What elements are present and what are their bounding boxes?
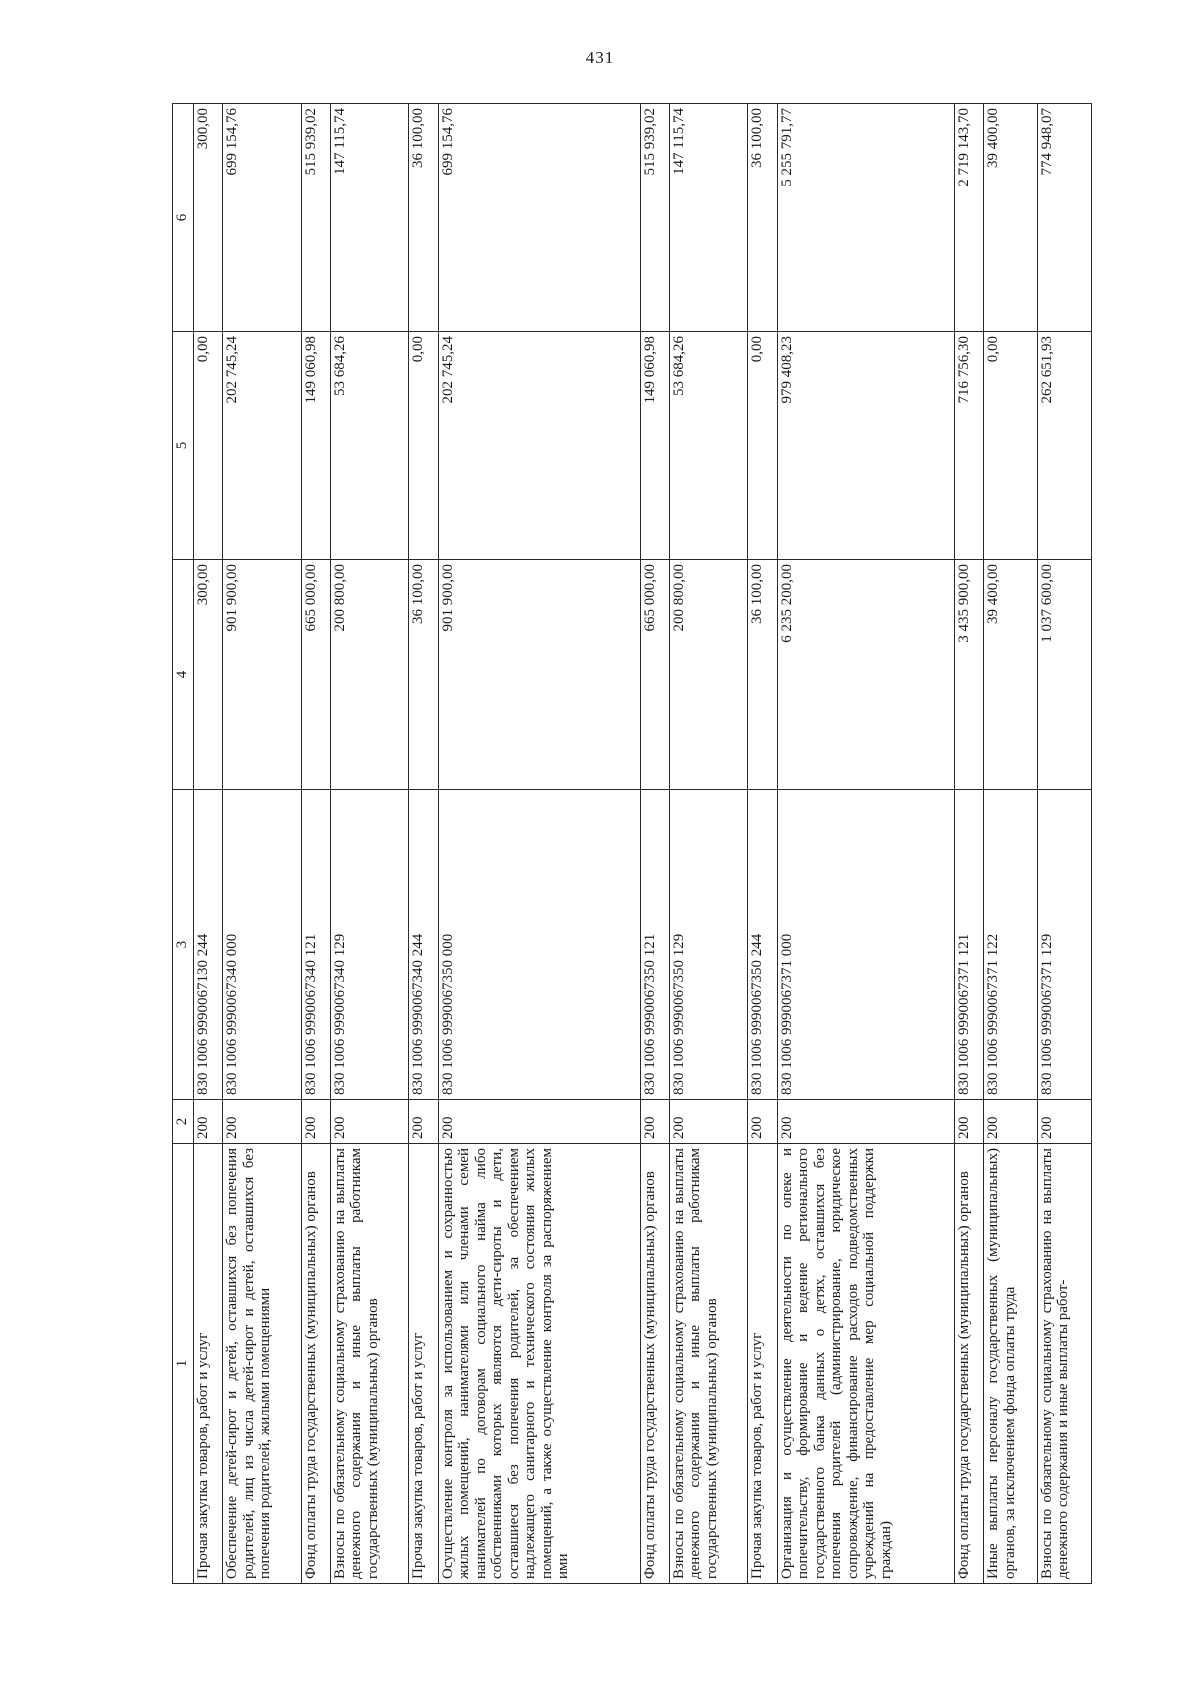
row-type-code-cell: 200	[640, 1100, 669, 1144]
row-remainder-amount-cell: 774 948,07	[1037, 104, 1091, 332]
table-row	[223, 104, 302, 1584]
table-row	[640, 104, 669, 1584]
table-body	[173, 104, 1092, 1584]
row-budget-code-cell: 830 1006 9990067350 000	[438, 790, 640, 1100]
row-executed-amount-cell: 0,00	[748, 332, 777, 560]
row-budget-code-cell: 830 1006 9990067350 121	[640, 790, 669, 1100]
rotated-table-container	[172, 104, 1092, 1584]
row-executed-amount-cell: 0,00	[194, 332, 223, 560]
table-row	[777, 104, 954, 1584]
column-number-row	[173, 104, 194, 1584]
row-executed-amount-cell: 53 684,26	[669, 332, 748, 560]
row-budget-code-cell: 830 1006 9990067371 129	[1037, 790, 1091, 1100]
row-planned-amount-cell: 200 800,00	[669, 560, 748, 790]
row-remainder-amount-cell: 699 154,76	[223, 104, 302, 332]
row-remainder-amount-cell: 515 939,02	[640, 104, 669, 332]
row-budget-code-cell: 830 1006 9990067340 244	[409, 790, 438, 1100]
row-name-cell: Взносы по обязательному социальному страхованию на выплаты денежного содержания и иные выплаты работ-	[1037, 1144, 1091, 1584]
row-name-cell: Организация и осуществление деятельности по опеке и попечительству, формирование и ведение регионального государственного банка данных о детях, оставшихся без попечения родителей (администрирование, юридическое сопровождение, финансирование расходов подведомственных учреждений на предоставление мер социальной поддержки граждан)	[777, 1144, 954, 1584]
row-planned-amount-cell: 3 435 900,00	[954, 560, 983, 790]
row-remainder-amount-cell: 147 115,74	[669, 104, 748, 332]
row-name-cell: Фонд оплаты труда государственных (муниципальных) органов	[640, 1144, 669, 1584]
table-row	[669, 104, 748, 1584]
budget-execution-table	[172, 103, 1092, 1584]
table-row	[954, 104, 983, 1584]
row-type-code-cell: 200	[954, 1100, 983, 1144]
column-header-4: 4	[173, 560, 194, 790]
row-name-cell: Фонд оплаты труда государственных (муниципальных) органов	[954, 1144, 983, 1584]
row-budget-code-cell: 830 1006 9990067340 121	[301, 790, 330, 1100]
row-type-code-cell: 200	[438, 1100, 640, 1144]
row-planned-amount-cell: 300,00	[194, 560, 223, 790]
row-name-cell: Прочая закупка товаров, работ и услуг	[194, 1144, 223, 1584]
row-budget-code-cell: 830 1006 9990067130 244	[194, 790, 223, 1100]
row-planned-amount-cell: 6 235 200,00	[777, 560, 954, 790]
row-planned-amount-cell: 1 037 600,00	[1037, 560, 1091, 790]
row-remainder-amount-cell: 515 939,02	[301, 104, 330, 332]
row-remainder-amount-cell: 36 100,00	[748, 104, 777, 332]
row-type-code-cell: 200	[330, 1100, 409, 1144]
row-executed-amount-cell: 0,00	[984, 332, 1038, 560]
row-planned-amount-cell: 665 000,00	[640, 560, 669, 790]
row-name-cell: Осуществление контроля за использованием и сохранностью жилых помещений, нанимателями или членами семей нанимателей по договорам социального найма либо собственниками которых являются дети-сироты и дети, оставшиеся без попечения родителей, за обеспечением надлежащего санитарного и технического состояния жилых помещений, а также осуществление контроля за распоряжением ими	[438, 1144, 640, 1584]
row-type-code-cell: 200	[777, 1100, 954, 1144]
page-number: 431	[585, 48, 615, 67]
row-budget-code-cell: 830 1006 9990067340 129	[330, 790, 409, 1100]
row-budget-code-cell: 830 1006 9990067371 000	[777, 790, 954, 1100]
row-remainder-amount-cell: 147 115,74	[330, 104, 409, 332]
row-name-cell: Прочая закупка товаров, работ и услуг	[409, 1144, 438, 1584]
row-executed-amount-cell: 262 651,93	[1037, 332, 1091, 560]
row-budget-code-cell: 830 1006 9990067350 129	[669, 790, 748, 1100]
row-planned-amount-cell: 901 900,00	[438, 560, 640, 790]
table-row	[1037, 104, 1091, 1584]
row-name-cell: Обеспечение детей-сирот и детей, оставшихся без попечения родителей, лиц из числа детей-сирот и детей, оставшихся без попечения родителей, жилыми помещениями	[223, 1144, 302, 1584]
row-type-code-cell: 200	[223, 1100, 302, 1144]
row-name-cell: Иные выплаты персоналу государственных (муниципальных) органов, за исключением фонда оплаты труда	[984, 1144, 1038, 1584]
row-planned-amount-cell: 200 800,00	[330, 560, 409, 790]
row-executed-amount-cell: 53 684,26	[330, 332, 409, 560]
row-type-code-cell: 200	[409, 1100, 438, 1144]
row-name-cell: Фонд оплаты труда государственных (муниципальных) органов	[301, 1144, 330, 1584]
row-budget-code-cell: 830 1006 9990067350 244	[748, 790, 777, 1100]
row-remainder-amount-cell: 39 400,00	[984, 104, 1038, 332]
row-executed-amount-cell: 149 060,98	[301, 332, 330, 560]
row-remainder-amount-cell: 36 100,00	[409, 104, 438, 332]
row-planned-amount-cell: 36 100,00	[409, 560, 438, 790]
row-executed-amount-cell: 202 745,24	[438, 332, 640, 560]
row-type-code-cell: 200	[748, 1100, 777, 1144]
row-type-code-cell: 200	[1037, 1100, 1091, 1144]
row-planned-amount-cell: 665 000,00	[301, 560, 330, 790]
table-row	[409, 104, 438, 1584]
table-row	[301, 104, 330, 1584]
row-planned-amount-cell: 901 900,00	[223, 560, 302, 790]
table-row	[438, 104, 640, 1584]
row-type-code-cell: 200	[984, 1100, 1038, 1144]
row-executed-amount-cell: 149 060,98	[640, 332, 669, 560]
column-header-1: 1	[173, 1144, 194, 1584]
row-budget-code-cell: 830 1006 9990067340 000	[223, 790, 302, 1100]
row-type-code-cell: 200	[194, 1100, 223, 1144]
row-executed-amount-cell: 716 756,30	[954, 332, 983, 560]
row-remainder-amount-cell: 300,00	[194, 104, 223, 332]
row-name-cell: Взносы по обязательному социальному страхованию на выплаты денежного содержания и иные выплаты работникам государственных (муниципальных) органов	[669, 1144, 748, 1584]
row-budget-code-cell: 830 1006 9990067371 121	[954, 790, 983, 1100]
row-executed-amount-cell: 979 408,23	[777, 332, 954, 560]
row-remainder-amount-cell: 699 154,76	[438, 104, 640, 332]
table-row	[330, 104, 409, 1584]
row-type-code-cell: 200	[669, 1100, 748, 1144]
column-header-2: 2	[173, 1100, 194, 1144]
row-name-cell: Взносы по обязательному социальному страхованию на выплаты денежного содержания и иные выплаты работникам государственных (муниципальных) органов	[330, 1144, 409, 1584]
row-budget-code-cell: 830 1006 9990067371 122	[984, 790, 1038, 1100]
row-executed-amount-cell: 0,00	[409, 332, 438, 560]
table-row	[748, 104, 777, 1584]
row-name-cell: Прочая закупка товаров, работ и услуг	[748, 1144, 777, 1584]
row-planned-amount-cell: 36 100,00	[748, 560, 777, 790]
column-header-5: 5	[173, 332, 194, 560]
table-row	[984, 104, 1038, 1584]
row-remainder-amount-cell: 5 255 791,77	[777, 104, 954, 332]
column-header-3: 3	[173, 790, 194, 1100]
column-header-6: 6	[173, 104, 194, 332]
row-remainder-amount-cell: 2 719 143,70	[954, 104, 983, 332]
row-type-code-cell: 200	[301, 1100, 330, 1144]
row-executed-amount-cell: 202 745,24	[223, 332, 302, 560]
row-planned-amount-cell: 39 400,00	[984, 560, 1038, 790]
table-row	[194, 104, 223, 1584]
